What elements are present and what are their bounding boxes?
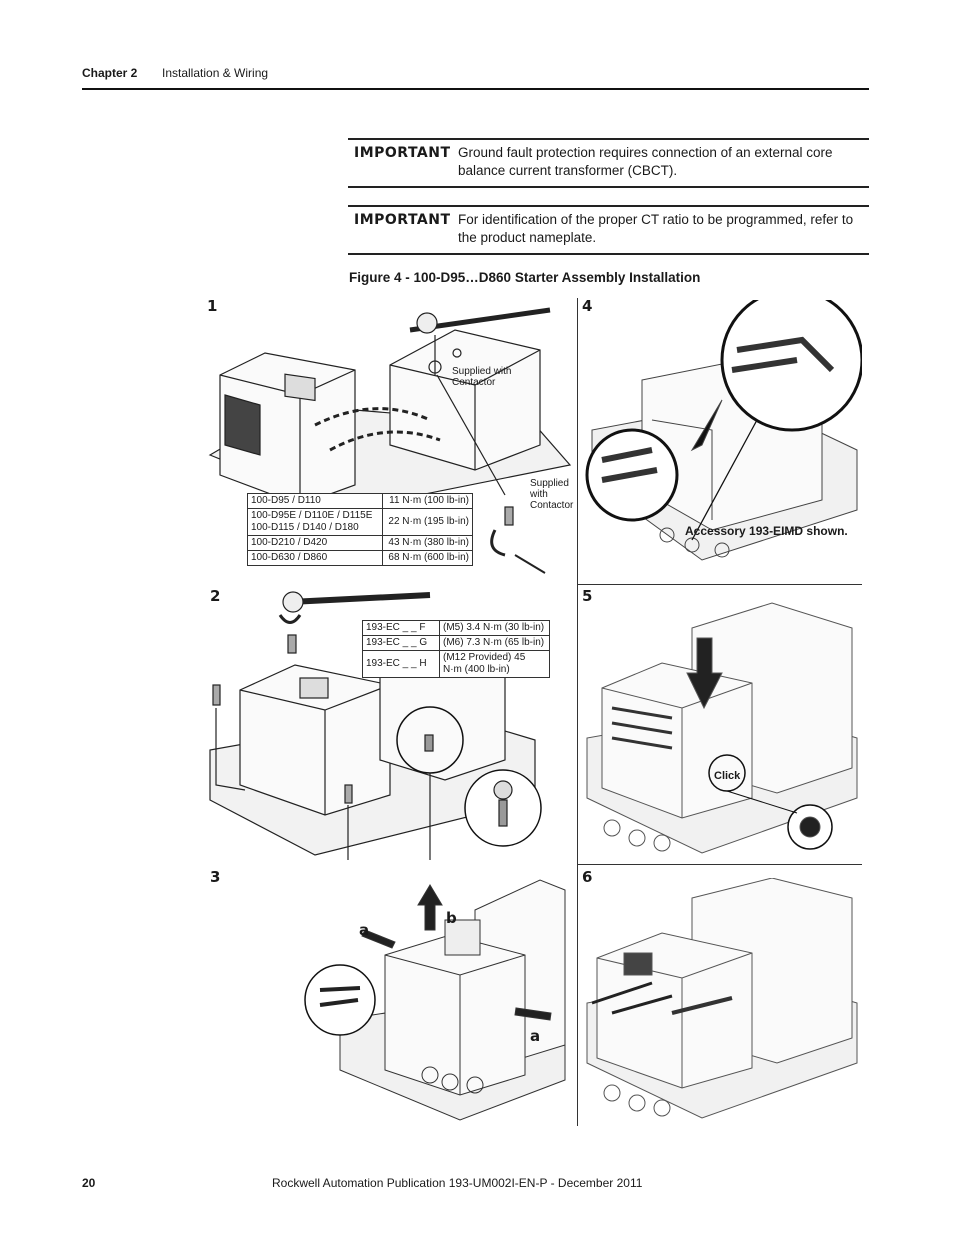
table-cell-model: 193-EC _ _ G [363,636,440,651]
panel-divider-h1 [577,584,862,585]
label-a-left: a [359,921,370,939]
panel-number-6: 6 [582,868,593,886]
important-label: IMPORTANT [354,145,451,161]
section-label: Installation & Wiring [162,66,269,80]
panel-number-2: 2 [210,587,221,605]
header-rule [82,88,869,90]
figure-title: Figure 4 - 100-D95…D860 Starter Assembly Installation [349,270,701,285]
table-cell-model: 100-D95E / D110E / D115E 100-D115 / D140 / D180 [248,509,383,536]
panel-number-3: 3 [210,868,221,886]
table-cell-torque: 43 N·m (380 lb-in) [383,536,473,551]
table-cell-torque: (M12 Provided) 45 N·m (400 lb-in) [440,651,550,678]
panel-number-5: 5 [582,587,593,605]
table-cell-torque: 11 N·m (100 lb-in) [383,494,473,509]
table-row [248,536,473,551]
table-row [363,621,550,636]
table-cell-torque: (M6) 7.3 N·m (65 lb-in) [440,636,550,651]
table-cell-model: 100-D95 / D110 [248,494,383,509]
important-top-rule [348,138,869,140]
publication-footer: Rockwell Automation Publication 193-UM002I-EN-P - December 2011 [272,1176,643,1190]
table-row [363,651,550,678]
table-row [248,509,473,536]
important-box-1 [348,138,869,188]
important-bottom-rule [348,253,869,255]
page-number: 20 [82,1176,96,1190]
torque-table-2 [362,620,550,678]
important-text: For identification of the proper CT ratio to be programmed, refer to the product nameplate. [458,212,854,245]
important-label: IMPORTANT [354,212,451,228]
table-cell-model: 193-EC _ _ F [363,621,440,636]
panel-4-illustration [582,300,862,580]
table-cell-torque: 68 N·m (600 lb-in) [383,551,473,566]
table-row [248,494,473,509]
torque-table-1 [247,493,473,566]
table-row [363,636,550,651]
panel-number-1: 1 [207,297,218,315]
panel-3-illustration [300,870,570,1125]
table-cell-torque: (M5) 3.4 N·m (30 lb-in) [440,621,550,636]
important-text: Ground fault protection requires connection of an external core balance current transformer (CBCT). [458,145,833,178]
label-b: b [446,909,457,927]
chapter-label: Chapter 2 [82,66,138,80]
table-cell-torque: 22 N·m (195 lb-in) [383,509,473,536]
panel-number-4: 4 [582,297,593,315]
panel-divider-h2 [577,864,862,865]
click-label: Click [714,770,741,782]
accessory-caption: Accessory 193-EIMD shown. [685,524,848,538]
table-cell-model: 193-EC _ _ H [363,651,440,678]
panel-6-illustration [582,878,862,1123]
table-row [248,551,473,566]
important-top-rule [348,205,869,207]
table-cell-model: 100-D210 / D420 [248,536,383,551]
supplied-with-contactor-bottom: Supplied with Contactor [530,478,574,511]
important-bottom-rule [348,186,869,188]
panel-5-illustration [582,598,862,860]
label-a-right: a [530,1027,541,1045]
panel-divider-vertical [577,298,578,1126]
important-box-2 [348,205,869,255]
supplied-with-contactor-top: Supplied with Contactor [452,366,512,388]
table-cell-model: 100-D630 / D860 [248,551,383,566]
